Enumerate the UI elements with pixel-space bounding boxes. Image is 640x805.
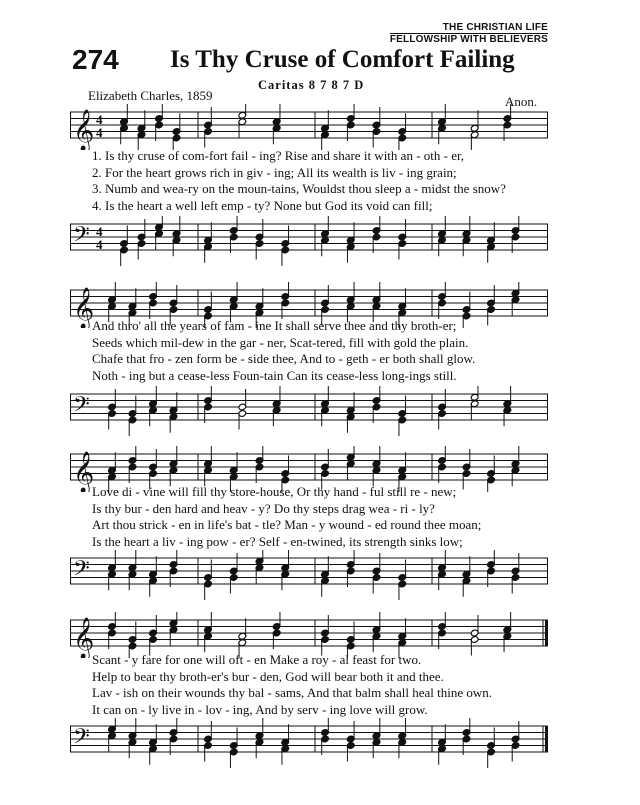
bass-clef: 𝄢 bbox=[73, 724, 90, 755]
lyric-verse-4: It can on - ly live in - lov - ing, And by serv - ing love will grow. bbox=[92, 701, 428, 717]
lyric-verse-3: 3. Numb and wea-ry on the moun-tains, Wouldst thou sleep a - midst the snow? bbox=[92, 181, 506, 196]
lyric-verse-1: And thro' all the years of fam - ine It shall serve thee and thy broth-er; bbox=[92, 318, 457, 333]
time-signature-bottom: 4 bbox=[96, 125, 103, 140]
bass-staff bbox=[70, 550, 550, 602]
lyric-verse-2: 2. For the heart grows rich in giv - ing; All its wealth is liv - ing grain; bbox=[92, 164, 457, 180]
lyric-verse-3: Art thou strick - en in life's bat - tle? Man - y wound - ed round thee moan; bbox=[92, 517, 482, 532]
lyric-verse-4: Noth - ing but a cease-less Foun-tain Can its cease-less long-ings still. bbox=[92, 367, 457, 383]
time-signature-top: 4 bbox=[96, 112, 103, 127]
lyric-verse-4: Is the heart a liv - ing pow - er? Self - en-twined, its strength sinks low; bbox=[92, 533, 463, 549]
bass-clef: 𝄢 bbox=[73, 392, 90, 423]
treble-clef: 𝄞 bbox=[73, 617, 95, 658]
lyrics-block bbox=[92, 484, 550, 550]
bass-staff bbox=[70, 718, 550, 770]
lyric-verse-4: 4. Is the heart a well left emp - ty? None but God its void can fill; bbox=[92, 197, 433, 213]
time-signature-top: 4 bbox=[96, 224, 103, 239]
author-credit: Elizabeth Charles, 1859 bbox=[88, 88, 213, 103]
bass-clef: 𝄢 bbox=[73, 222, 90, 253]
bass-staff bbox=[70, 386, 550, 438]
lyrics-block bbox=[92, 652, 550, 718]
lyrics-block bbox=[92, 148, 550, 214]
lyric-verse-2: Help to bear thy broth-er's bur - den, God will bear both it and thee. bbox=[92, 668, 444, 684]
treble-staff bbox=[70, 104, 550, 150]
lyric-verse-2: Is thy bur - den hard and heav - y? Do thy steps drag wea - ri - ly? bbox=[92, 500, 435, 516]
tune-meter: Caritas 8 7 8 7 D bbox=[258, 78, 365, 92]
lyric-verse-3: Lav - ish on their wounds thy bal - sams, And that balm shall heal thine own. bbox=[92, 685, 493, 700]
section-category: THE CHRISTIAN LIFE bbox=[442, 22, 548, 33]
treble-clef: 𝄞 bbox=[73, 287, 95, 328]
lyrics-block bbox=[92, 318, 550, 384]
hymn-number: 274 bbox=[72, 44, 119, 75]
lyric-verse-3: Chafe that fro - zen form be - side thee, And to - geth - er both shall glow. bbox=[92, 351, 476, 366]
treble-clef: 𝄞 bbox=[73, 109, 95, 150]
lyric-verse-1: 1. Is thy cruse of com-fort fail - ing? Rise and share it with an - oth - er, bbox=[92, 148, 465, 163]
bass-clef: 𝄢 bbox=[73, 556, 90, 587]
time-signature-bottom: 4 bbox=[96, 237, 103, 252]
final-barline bbox=[545, 620, 548, 646]
treble-clef: 𝄞 bbox=[73, 451, 95, 492]
composer-credit: Anon. bbox=[505, 94, 538, 109]
lyric-verse-2: Seeds which mil-dew in the gar - ner, Scat-tered, fill with gold the plain. bbox=[92, 334, 469, 350]
lyric-verse-1: Love di - vine will fill thy store-house, Or thy hand - ful still re - new; bbox=[92, 484, 457, 499]
section-heading bbox=[390, 22, 548, 45]
lyric-verse-1: Scant - y fare for one will oft - en Make a roy - al feast for two. bbox=[92, 652, 422, 667]
hymn-title: Is Thy Cruse of Comfort Failing bbox=[170, 46, 515, 73]
bass-staff bbox=[70, 216, 550, 268]
section-subcategory: FELLOWSHIP WITH BELIEVERS bbox=[389, 34, 548, 45]
final-barline bbox=[545, 726, 548, 752]
